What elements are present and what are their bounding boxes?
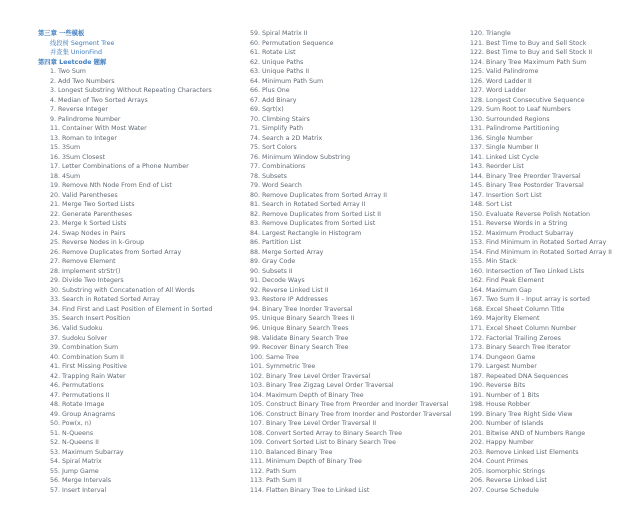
toc-problem-link[interactable]: 63. Unique Paths II — [250, 68, 310, 76]
toc-problem-link[interactable]: 109. Convert Sorted List to Binary Search Tree — [250, 439, 397, 447]
toc-problem-link[interactable]: 137. Single Number II — [470, 144, 539, 152]
toc-problem-link[interactable]: 48. Rotate Image — [50, 401, 105, 409]
toc-problem-link[interactable]: 25. Reverse Nodes in k-Group — [50, 239, 145, 247]
toc-problem-link[interactable]: 147. Insertion Sort List — [470, 191, 542, 199]
toc-problem-link[interactable]: 160. Intersection of Two Linked Lists — [470, 267, 585, 275]
toc-problem-link[interactable]: 88. Merge Sorted Array — [250, 248, 324, 256]
toc-problem-link[interactable]: 174. Dungeon Game — [470, 353, 536, 361]
toc-problem-link[interactable]: 98. Validate Binary Search Tree — [250, 334, 349, 342]
toc-problem-link[interactable]: 7. Reverse Integer — [50, 106, 108, 114]
toc-problem-link[interactable]: 92. Reverse Linked List II — [250, 286, 329, 294]
toc-problem-link[interactable]: 11. Container With Most Water — [50, 125, 147, 133]
toc-problem-link[interactable]: 105. Construct Binary Tree from Preorder and Inorder Traversal — [250, 401, 449, 409]
toc-problem-link[interactable]: 111. Minimum Depth of Binary Tree — [250, 458, 362, 466]
toc-problem-link[interactable]: 15. 3Sum — [50, 144, 81, 152]
toc-problem-link[interactable]: 112. Path Sum — [250, 467, 296, 475]
toc-problem-link[interactable]: 144. Binary Tree Preorder Traversal — [470, 172, 581, 180]
toc-problem-link[interactable]: 79. Word Search — [250, 182, 302, 190]
toc-problem-link[interactable]: 167. Two Sum II - Input array is sorted — [470, 296, 590, 304]
toc-problem-link[interactable]: 39. Combination Sum — [50, 344, 119, 352]
toc-problem-link[interactable]: 89. Gray Code — [250, 258, 296, 266]
toc-problem-link[interactable]: 62. Unique Paths — [250, 58, 304, 66]
toc-column-1 — [38, 29, 228, 495]
toc-problem-link[interactable]: 106. Construct Binary Tree from Inorder and Postorder Traversal — [250, 410, 452, 418]
toc-problem-link[interactable]: 190. Reverse Bits — [470, 382, 526, 390]
toc-problem-link[interactable]: 93. Restore IP Addresses — [250, 296, 328, 304]
toc-problem-link[interactable]: 201. Bitwise AND of Numbers Range — [470, 429, 586, 437]
toc-problem-link[interactable]: 207. Course Schedule — [470, 486, 539, 494]
toc-problem-link[interactable]: 40. Combination Sum II — [50, 353, 124, 361]
toc-problem-link[interactable]: 51. N-Queens — [50, 429, 94, 437]
toc-problem-link[interactable]: 82. Remove Duplicates from Sorted List II — [250, 210, 382, 218]
toc-problem-link[interactable]: 152. Maximum Product Subarray — [470, 229, 574, 237]
toc-problem-link[interactable]: 153. Find Minimum in Rotated Sorted Array — [470, 239, 607, 247]
toc-problem-link[interactable]: 173. Binary Search Tree Iterator — [470, 344, 571, 352]
toc-problem-link[interactable]: 30. Substring with Concatenation of All Words — [50, 286, 195, 294]
toc-problem-link[interactable]: 130. Surrounded Regions — [470, 115, 550, 123]
toc-problem-link[interactable]: 91. Decode Ways — [250, 277, 305, 285]
toc-problem-link[interactable]: 128. Longest Consecutive Sequence — [470, 96, 585, 104]
toc-problem-link[interactable]: 26. Remove Duplicates from Sorted Array — [50, 248, 182, 256]
toc-problem-link[interactable]: 42. Trapping Rain Water — [50, 372, 126, 380]
toc-problem-link[interactable]: 29. Divide Two Integers — [50, 277, 124, 285]
toc-problem-link[interactable]: 69. Sqrt(x) — [250, 106, 284, 114]
toc-problem-link[interactable]: 50. Pow(x, n) — [50, 420, 92, 428]
toc-problem-link[interactable]: 54. Spiral Matrix — [50, 458, 102, 466]
toc-column-2 — [238, 29, 453, 495]
toc-problem-link[interactable]: 66. Plus One — [250, 87, 290, 95]
toc-problem-link[interactable]: 78. Subsets — [250, 172, 287, 180]
toc-problem-link[interactable]: 57. Insert Interval — [50, 486, 107, 494]
toc-problem-link[interactable]: 126. Word Ladder II — [470, 77, 532, 85]
toc-problem-link[interactable]: 101. Symmetric Tree — [250, 363, 316, 371]
toc-problem-link[interactable]: 86. Partition List — [250, 239, 302, 247]
toc-problem-link[interactable]: 131. Palindrome Partitioning — [470, 125, 560, 133]
toc-problem-link[interactable]: 191. Number of 1 Bits — [470, 391, 540, 399]
toc-problem-link[interactable]: 80. Remove Duplicates from Sorted Array II — [250, 191, 387, 199]
toc-problem-link[interactable]: 18. 4Sum — [50, 172, 81, 180]
toc-problem-link[interactable]: 162. Find Peak Element — [470, 277, 544, 285]
toc-problem-link[interactable]: 108. Convert Sorted Array to Binary Search Tree — [250, 429, 402, 437]
toc-problem-link[interactable]: 148. Sort List — [470, 201, 512, 209]
toc-problem-link[interactable]: 187. Repeated DNA Sequences — [470, 372, 569, 380]
toc-problem-link[interactable]: 20. Valid Parentheses — [50, 191, 118, 199]
toc-problem-link[interactable]: 46. Permutations — [50, 382, 104, 390]
toc-problem-link[interactable]: 60. Permutation Sequence — [250, 39, 334, 47]
toc-problem-link[interactable]: 53. Maximum Subarray — [50, 448, 124, 456]
toc-problem-link[interactable]: 204. Count Primes — [470, 458, 529, 466]
toc-problem-link[interactable]: 24. Swap Nodes in Pairs — [50, 229, 126, 237]
toc-problem-link[interactable]: 49. Group Anagrams — [50, 410, 116, 418]
toc-problem-link[interactable]: 179. Largest Number — [470, 363, 537, 371]
toc-problem-link[interactable]: 154. Find Minimum in Rotated Sorted Array II — [470, 248, 612, 256]
toc-problem-link[interactable]: 28. Implement strStr() — [50, 267, 121, 275]
toc-section-link[interactable]: 线段树 Segment Tree — [50, 39, 115, 47]
toc-problem-link[interactable]: 145. Binary Tree Postorder Traversal — [470, 182, 584, 190]
toc-problem-link[interactable]: 64. Minimum Path Sum — [250, 77, 324, 85]
toc-problem-link[interactable]: 52. N-Queens II — [50, 439, 99, 447]
toc-problem-link[interactable]: 17. Letter Combinations of a Phone Number — [50, 163, 189, 171]
toc-problem-link[interactable]: 202. Happy Number — [470, 439, 534, 447]
toc-problem-link[interactable]: 143. Reorder List — [470, 163, 524, 171]
chapter-heading: 第三章 一些模板 — [38, 30, 85, 37]
toc-problem-link[interactable]: 164. Maximum Gap — [470, 286, 532, 294]
toc-problem-link[interactable]: 81. Search in Rotated Sorted Array II — [250, 201, 366, 209]
toc-problem-link[interactable]: 61. Rotate List — [250, 49, 296, 57]
toc-problem-link[interactable]: 75. Sort Colors — [250, 144, 297, 152]
toc-problem-link[interactable]: 151. Reverse Words in a String — [470, 220, 568, 228]
toc-problem-link[interactable]: 71. Simplify Path — [250, 125, 304, 133]
toc-problem-link[interactable]: 172. Factorial Trailing Zeroes — [470, 334, 561, 342]
toc-problem-link[interactable]: 127. Word Ladder — [470, 87, 527, 95]
toc-problem-link[interactable]: 96. Unique Binary Search Trees — [250, 324, 349, 332]
toc-problem-link[interactable]: 83. Remove Duplicates from Sorted List — [250, 220, 376, 228]
toc-problem-link[interactable]: 107. Binary Tree Level Order Traversal II — [250, 420, 377, 428]
toc-problem-link[interactable]: 22. Generate Parentheses — [50, 210, 132, 218]
toc-problem-link[interactable]: 113. Path Sum II — [250, 477, 302, 485]
toc-problem-link[interactable]: 16. 3Sum Closest — [50, 153, 106, 161]
toc-problem-link[interactable]: 84. Largest Rectangle in Histogram — [250, 229, 362, 237]
toc-section-link[interactable]: 并查集 UnionFind — [50, 49, 102, 57]
toc-problem-link[interactable]: 121. Best Time to Buy and Sell Stock — [470, 39, 587, 47]
toc-problem-link[interactable]: 200. Number of Islands — [470, 420, 544, 428]
toc-problem-link[interactable]: 199. Binary Tree Right Side View — [470, 410, 573, 418]
toc-problem-link[interactable]: 34. Find First and Last Position of Element in Sorted — [50, 305, 213, 313]
toc-problem-link[interactable]: 90. Subsets II — [250, 267, 293, 275]
toc-problem-link[interactable]: 94. Binary Tree Inorder Traversal — [250, 305, 353, 313]
toc-column-3 — [458, 29, 636, 495]
toc-problem-link[interactable]: 110. Balanced Binary Tree — [250, 448, 333, 456]
toc-problem-link[interactable]: 27. Remove Element — [50, 258, 116, 266]
toc-problem-link[interactable]: 59. Spiral Matrix II — [250, 30, 308, 37]
toc-problem-link[interactable]: 56. Merge Intervals — [50, 477, 112, 485]
toc-problem-link[interactable]: 95. Unique Binary Search Trees II — [250, 315, 355, 323]
toc-problem-link[interactable]: 136. Single Number — [470, 134, 533, 142]
chapter-heading: 第四章 Leetcode 题解 — [38, 58, 107, 66]
toc-problem-link[interactable]: 124. Binary Tree Maximum Path Sum — [470, 58, 587, 66]
toc-problem-link[interactable]: 21. Merge Two Sorted Lists — [50, 201, 135, 209]
toc-problem-link[interactable]: 9. Palindrome Number — [50, 115, 121, 123]
toc-problem-link[interactable]: 67. Add Binary — [250, 96, 297, 104]
toc-problem-link[interactable]: 198. House Robber — [470, 401, 531, 409]
toc-problem-link[interactable]: 168. Excel Sheet Column Title — [470, 305, 565, 313]
toc-problem-link[interactable]: 120. Triangle — [470, 30, 511, 37]
toc-problem-link[interactable]: 102. Binary Tree Level Order Traversal — [250, 372, 371, 380]
toc-problem-link[interactable]: 206. Reverse Linked List — [470, 477, 547, 485]
toc-problem-link[interactable]: 171. Excel Sheet Column Number — [470, 324, 577, 332]
toc-problem-link[interactable]: 2. Add Two Numbers — [50, 77, 115, 85]
toc-problem-link[interactable]: 55. Jump Game — [50, 467, 99, 475]
toc-problem-link[interactable]: 74. Search a 2D Matrix — [250, 134, 323, 142]
toc-problem-link[interactable]: 13. Roman to Integer — [50, 134, 117, 142]
toc-problem-link[interactable]: 205. Isomorphic Strings — [470, 467, 545, 475]
toc-problem-link[interactable]: 70. Climbing Stairs — [250, 115, 310, 123]
toc-problem-link[interactable]: 4. Median of Two Sorted Arrays — [50, 96, 148, 104]
toc-problem-link[interactable]: 3. Longest Substring Without Repeating Characters — [50, 87, 212, 95]
toc-problem-link[interactable]: 122. Best Time to Buy and Sell Stock II — [470, 49, 593, 57]
toc-problem-link[interactable]: 114. Flatten Binary Tree to Linked List — [250, 486, 370, 494]
toc-problem-link[interactable]: 23. Merge k Sorted Lists — [50, 220, 127, 228]
toc-problem-link[interactable]: 37. Sudoku Solver — [50, 334, 108, 342]
toc-problem-link[interactable]: 19. Remove Nth Node From End of List — [50, 182, 172, 190]
toc-problem-link[interactable]: 41. First Missing Positive — [50, 363, 128, 371]
toc-problem-link[interactable]: 47. Permutations II — [50, 391, 110, 399]
toc-problem-link[interactable]: 155. Min Stack — [470, 258, 517, 266]
toc-problem-link[interactable]: 36. Valid Sudoku — [50, 324, 103, 332]
toc-problem-link[interactable]: 100. Same Tree — [250, 353, 300, 361]
toc-problem-link[interactable]: 104. Maximum Depth of Binary Tree — [250, 391, 364, 399]
toc-problem-link[interactable]: 103. Binary Tree Zigzag Level Order Traversal — [250, 382, 394, 390]
toc-problem-link[interactable]: 125. Valid Palindrome — [470, 68, 539, 76]
toc-problem-link[interactable]: 129. Sum Root to Leaf Numbers — [470, 106, 571, 114]
toc-problem-link[interactable]: 76. Minimum Window Substring — [250, 153, 351, 161]
toc-problem-link[interactable]: 33. Search in Rotated Sorted Array — [50, 296, 160, 304]
toc-problem-link[interactable]: 99. Recover Binary Search Tree — [250, 344, 349, 352]
toc-problem-link[interactable]: 141. Linked List Cycle — [470, 153, 539, 161]
toc-problem-link[interactable]: 35. Search Insert Position — [50, 315, 131, 323]
toc-problem-link[interactable]: 77. Combinations — [250, 163, 306, 171]
toc-problem-link[interactable]: 169. Majority Element — [470, 315, 540, 323]
toc-problem-link[interactable]: 1. Two Sum — [50, 68, 86, 76]
toc-problem-link[interactable]: 203. Remove Linked List Elements — [470, 448, 579, 456]
toc-problem-link[interactable]: 150. Evaluate Reverse Polish Notation — [470, 210, 590, 218]
